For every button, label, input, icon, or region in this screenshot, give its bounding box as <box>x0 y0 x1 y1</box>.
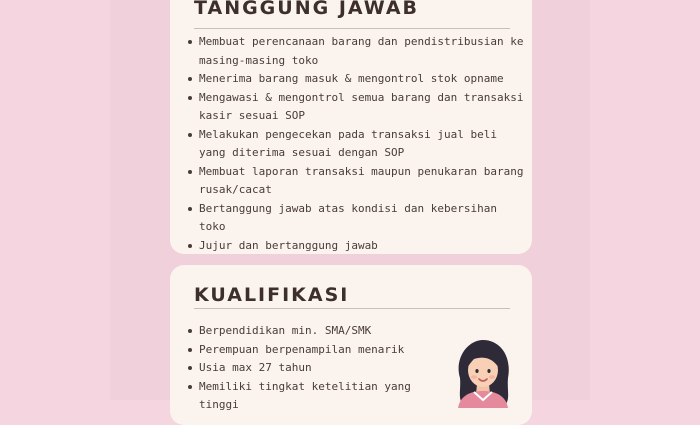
bullet-icon <box>188 244 192 248</box>
list-item-text: Membuat perencanaan barang dan pendistribusian ke masing-masing toko <box>199 35 524 67</box>
bullet-icon <box>188 385 192 389</box>
list-item <box>186 70 526 89</box>
left-eye <box>475 369 478 373</box>
list-item <box>186 341 456 360</box>
list-item-text: Perempuan berpenampilan menarik <box>199 342 405 356</box>
responsibilities-title: TANGGUNG JAWAB <box>194 0 420 19</box>
right-eye <box>487 369 490 373</box>
bullet-icon <box>188 133 192 137</box>
title-divider <box>194 28 510 29</box>
list-item <box>186 126 526 163</box>
bullet-icon <box>188 170 192 174</box>
bullet-icon <box>188 207 192 211</box>
bullet-icon <box>188 77 192 81</box>
right-cheek <box>489 375 495 379</box>
list-item <box>186 237 526 256</box>
bullet-icon <box>188 329 192 333</box>
list-item-text: Bertanggung jawab atas kondisi dan kebersihan toko <box>199 201 498 233</box>
list-item <box>186 89 526 126</box>
qualifications-list <box>186 322 456 415</box>
list-item <box>186 200 526 237</box>
left-cheek <box>471 375 477 379</box>
bullet-icon <box>188 40 192 44</box>
title-divider <box>194 308 510 309</box>
list-item <box>186 33 526 70</box>
list-item-text: Jujur dan bertanggung jawab <box>199 238 378 252</box>
list-item-text: Usia max 27 tahun <box>199 361 312 374</box>
woman-illustration-icon <box>450 338 516 408</box>
list-item <box>186 163 526 200</box>
responsibilities-card <box>170 0 532 254</box>
list-item <box>186 378 456 415</box>
list-item-text: Melakukan pengecekan pada transaksi jual beli yang diterima sesuai dengan SOP <box>199 127 498 159</box>
bullet-icon <box>188 96 192 100</box>
list-item-text: Membuat laporan transaksi maupun penukaran barang rusak/cacat <box>199 164 524 196</box>
list-item-text: Menerima barang masuk & mengontrol stok opname <box>199 72 504 85</box>
list-item-text: Berpendidikan min. SMA/SMK <box>199 324 372 337</box>
list-item-text: Mengawasi & mengontrol semua barang dan transaksi kasir sesuai SOP <box>199 90 524 122</box>
list-item <box>186 359 456 378</box>
list-item <box>186 322 456 341</box>
qualifications-title: KUALIFIKASI <box>194 284 350 306</box>
list-item-text: Memiliki tingkat ketelitian yang tinggi <box>199 379 411 411</box>
bullet-icon <box>188 348 192 352</box>
responsibilities-list <box>186 33 526 255</box>
bullet-icon <box>188 366 192 370</box>
